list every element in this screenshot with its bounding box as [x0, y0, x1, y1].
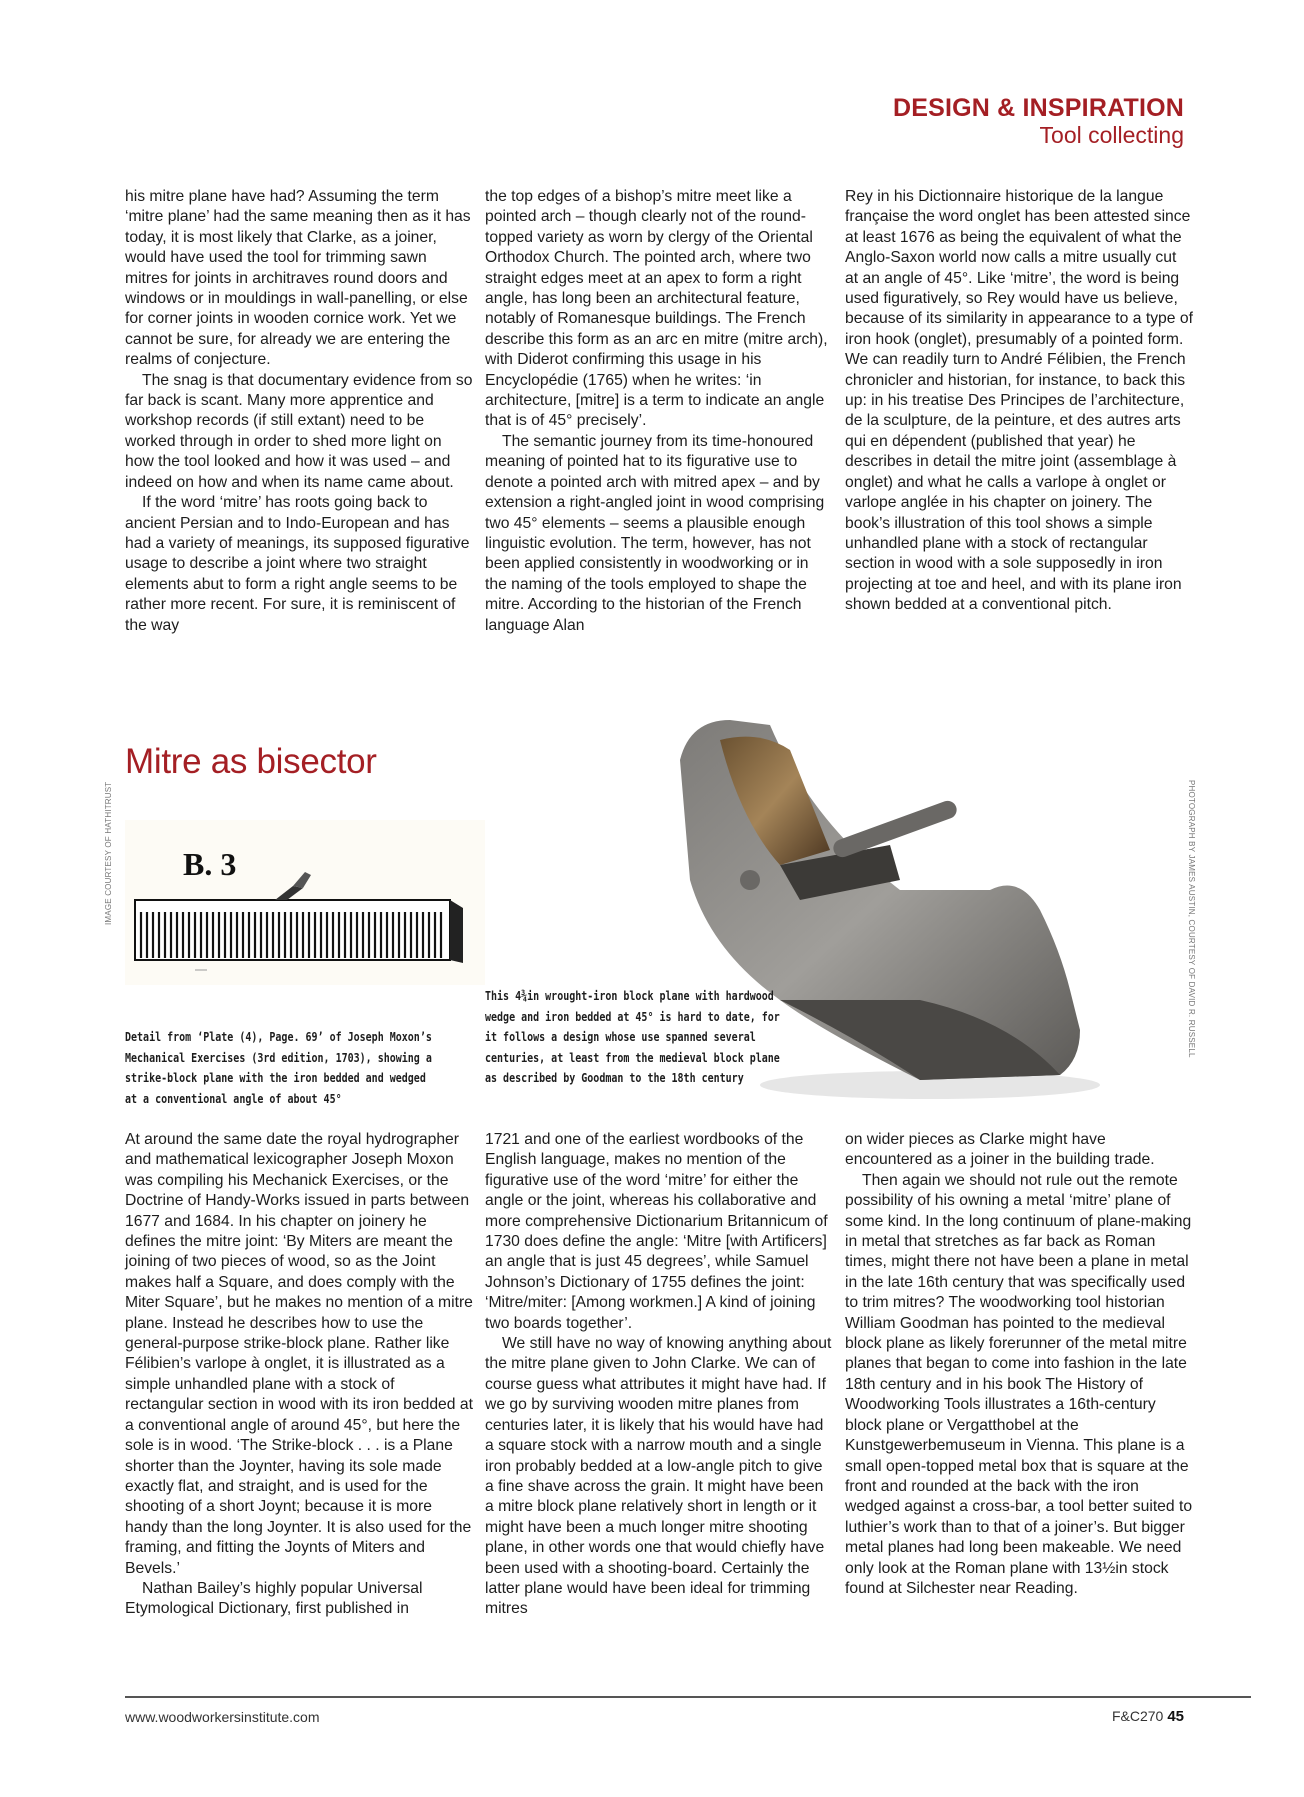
caption-block-plane: This 4¾in wrought-iron block plane with hardwood wedge and iron bedded at 45° is hard to date, for it follows a design whose use spanned several centuries, at least from the medieval block plane as described by Goodman to the 18th century — [485, 989, 780, 1085]
footer-rule — [125, 1696, 1251, 1698]
paragraph: At around the same date the royal hydrographer and mathematical lexicographer Joseph Moxon was compiling his Mechanick Exercises, or the Doctrine of Handy-Works issued in parts between 1677 and 1684. In his chapter on joinery he defines the mitre joint: ‘By Miters are meant the joining of two pieces of wood, so as the Joint makes half a Square, and does comply with the Miter Square’, but he makes no mention of a mitre plane. Instead he describes how to use the general-purpose strike-block plane. Rather like Félibien’s varlope à onglet, it is illustrated as a simple unhandled plane with a stock of rectangular section in wood with its iron bedded at a conventional angle of around 45°, but here the sole is in wood. ‘The Strike-block . . . is a Plane shorter than the Joynter, having its sole made exactly flat, and straight, and is used for the shooting of a short Joynt; because it is more handy than the long Joynter. It is also used for the framing, and fitting the Joynts of Miters and Bevels.’ — [125, 1131, 473, 1577]
paragraph: on wider pieces as Clarke might have encountered as a joiner in the building trade. — [845, 1131, 1155, 1169]
issue-number: F&C270 — [1111, 1708, 1164, 1724]
paragraph: The semantic journey from its time-honoured meaning of pointed hat to its figurative use to denote a pointed arch with mitred apex – and by extension a right-angled joint in wood comprising two 45° elements – seems a plausible enough linguistic evolution. The term, however, has not been applied consistently in woodworking or in the naming of the tools employed to shape the mitre. According to the historian of the French language Alan — [485, 432, 825, 634]
article-subheading: Mitre as bisector — [125, 742, 377, 781]
plate-label: B. 3 — [183, 846, 237, 882]
bottom-column-3 — [845, 1130, 1193, 1599]
page-header — [893, 94, 1184, 148]
paragraph: Nathan Bailey’s highly popular Universal Etymological Dictionary, first published in — [125, 1579, 423, 1618]
page-number: 45 — [1167, 1708, 1184, 1725]
paragraph: If the word ‘mitre’ has roots going back to ancient Persian and to Indo-European and has had a variety of meanings, its supposed figurative usage to describe a joint where two straight elements abut to form a right angle seems to be rather more recent. For sure, it is reminiscent of the way — [125, 494, 470, 634]
paragraph: 1721 and one of the earliest wordbooks of the English language, makes no mention of the figurative use of the word ‘mitre’ for either the angle or the joint, whereas his collaborative and more comprehensive Dictionarium Britannicum of 1730 does define the angle: ‘Mitre [with Artificers] an angle that is just 45 degrees’, while Samuel Johnson’s Dictionary of 1755 defines the joint: ‘Mitre/miter: [Among workmen.] A kind of joining two boards together’. — [485, 1131, 828, 1332]
top-column-1 — [125, 187, 473, 636]
image-credit-right: PHOTOGRAPH BY JAMES AUSTIN, COURTESY OF DAVID R. RUSSELL — [1187, 780, 1196, 1058]
paragraph: We still have no way of knowing anything about the mitre plane given to John Clarke. We can of course guess what attributes it might have had. If we go by surviving wooden mitre planes from centuries later, it is likely that his would have had a square stock with a narrow mouth and a single iron probably bedded at a low-angle pitch to give a fine shave across the grain. It might have been a mitre block plane relatively short in length or it might have been a much longer mitre shooting plane, in other words one that would chiefly have been used with a shooting-board. Certainly the latter plane would have been ideal for trimming mitres — [485, 1335, 832, 1618]
paragraph: The snag is that documentary evidence from so far back is scant. Many more apprentice and workshop records (if still extant) need to be worked through in order to shed more light on how the tool looked and how it was used – and indeed on how and when its name came about. — [125, 371, 473, 491]
image-credit-left: IMAGE COURTESY OF HATHITRUST — [104, 781, 113, 925]
footer-issue — [1112, 1708, 1184, 1725]
paragraph: the top edges of a bishop’s mitre meet like a pointed arch – though clearly not of the round-topped variety as worn by clergy of the Oriental Orthodox Church. The pointed arch, where two straight edges meet at an apex to form a right angle, has long been an architectural feature, notably of Romanesque buildings. The French describe this form as an arc en mitre (mitre arch), with Diderot confirming this usage in his Encyclopédie (1765) when he writes: ‘in architecture, [mitre] is a term to indicate an angle that is of 45° precisely’. — [485, 188, 828, 430]
section-subtitle: Tool collecting — [1039, 122, 1184, 148]
paragraph: his mitre plane have had? Assuming the term ‘mitre plane’ had the same meaning then as it has today, it is most likely that Clarke, as a joiner, would have used the tool for trimming sawn mitres for joints in architraves round doors and windows or in mouldings in wall-panelling, or else for corner joints in wooden cornice work. Yet we cannot be sure, for already we are entering the realms of conjecture. — [125, 188, 471, 369]
bottom-column-1 — [125, 1130, 473, 1620]
caption-moxon: Detail from ‘Plate (4), Page. 69’ of Joseph Moxon’s Mechanical Exercises (3rd edition, 1703), showing a strike-block plane with the iron bedded and wedged at a conventional angle of about 45° — [125, 1030, 432, 1106]
footer-website-link[interactable]: www.woodworkersinstitute.com — [125, 1709, 320, 1725]
bottom-column-2 — [485, 1130, 833, 1620]
section-title: DESIGN & INSPIRATION — [892, 94, 1184, 122]
top-column-2 — [485, 187, 833, 636]
paragraph: Then again we should not rule out the remote possibility of his owning a metal ‘mitre’ plane of some kind. In the long continuum of plane-making in metal that stretches as far back as Roman times, might there not have been a plane in metal in the late 16th century that was specifically used to trim mitres? The woodworking tool historian William Goodman has pointed to the medieval block plane as likely forerunner of the metal mitre planes that began to come into fashion in the late 18th century and in his book The History of Woodworking Tools illustrates a 16th-century block plane or Vergatthobel at the Kunstgewerbemuseum in Vienna. This plane is a small open-topped metal box that is square at the front and rounded at the back with the iron wedged against a cross-bar, a tool better suited to luthier’s work than to that of a joiner’s. But bigger metal planes had long been makeable. We need only look at the Roman plane with 13½in stock found at Silchester near Reading. — [845, 1171, 1193, 1597]
moxon-plate-illustration — [125, 820, 485, 985]
top-column-3 — [845, 187, 1193, 616]
paragraph: Rey in his Dictionnaire historique de la langue française the word onglet has been attested since at least 1676 as being the equivalent of what the Anglo-Saxon world now calls a mitre usually cut at an angle of 45°. Like ‘mitre’, the word is being used figuratively, so Rey would have us believe, because of its similarity in appearance to a type of iron hook (onglet), presumably of a pointed form. We can readily turn to André Félibien, the French chronicler and historian, for instance, to back this up: in his treatise Des Principes de l’architecture, de la sculpture, de la peinture, et des autres arts qui en dépendent (published that year) he describes in detail the mitre joint (assemblage à onglet) and what he calls a varlope à onglet or varlope anglée in his chapter on joinery. The book’s illustration of this tool shows a simple unhandled plane with a stock of rectangular section in wood with a sole supposedly in iron projecting at toe and heel, and with its plane iron shown bedded at a conventional pitch. — [845, 188, 1193, 614]
